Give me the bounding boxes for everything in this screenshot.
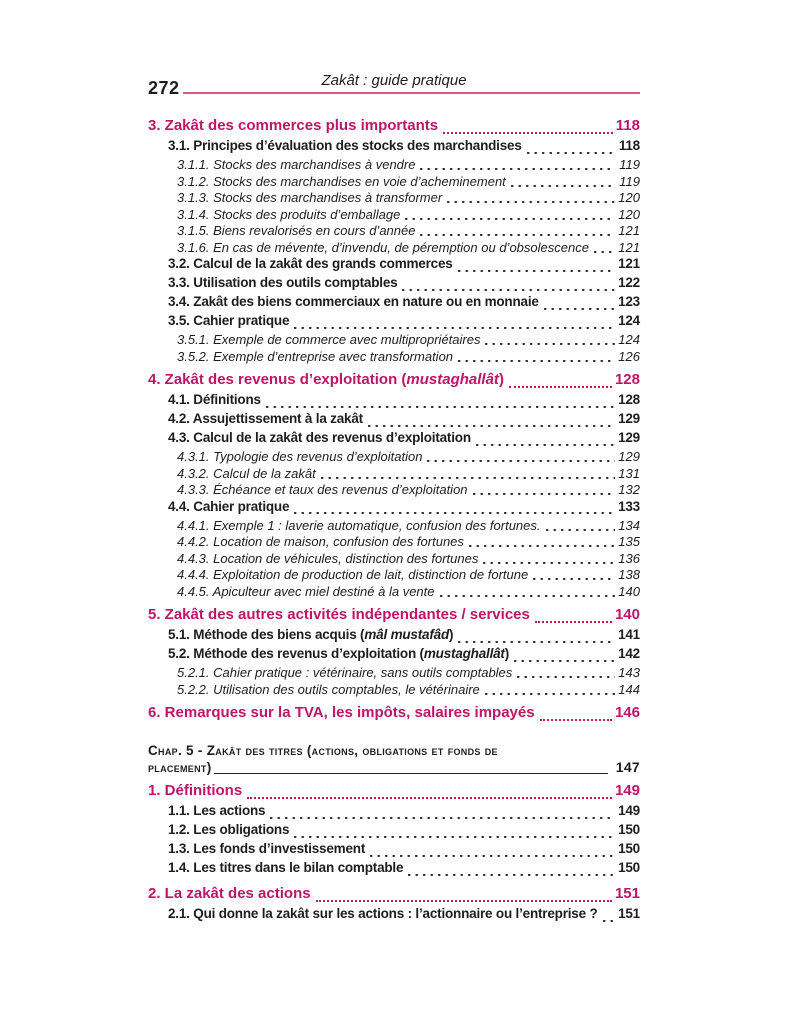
toc-entry-label: 4.4.2. Location de maison, confusion des fortunes	[177, 534, 464, 549]
toc-entry-label: 4.3.1. Typologie des revenus d’exploitation	[177, 449, 423, 464]
toc-entry	[148, 117, 640, 138]
toc-entry	[148, 313, 640, 332]
dot-leader	[540, 704, 612, 725]
dot-leader	[443, 117, 613, 138]
toc-entry-page: 143	[618, 665, 640, 680]
toc-entry	[148, 138, 640, 157]
dot-leader	[514, 646, 615, 665]
toc-entry-label: 3.5.2. Exemple d’entreprise avec transformation	[177, 348, 454, 364]
toc-entry-page: 151	[614, 885, 640, 902]
dot-leader	[440, 584, 616, 601]
chapter-heading-line2	[148, 759, 640, 776]
toc-entry	[148, 584, 640, 601]
toc-entry	[148, 646, 640, 665]
toc-entry	[148, 190, 640, 207]
chapter-heading-label: placement)	[148, 760, 212, 775]
toc-entry	[148, 392, 640, 411]
dot-leader	[405, 207, 615, 224]
toc-entry-label: 4.4.5. Apiculteur avec miel destiné à la vente	[177, 583, 435, 599]
toc-entry-label: 3. Zakât des commerces plus importants	[148, 117, 439, 134]
toc-entry-label: 4.4.1. Exemple 1 : laverie automatique, confusion des fortunes.	[177, 517, 541, 533]
toc-entry-label: 2.1. Qui donne la zakât sur les actions : l’actionnaire ou l’entreprise ?	[168, 906, 598, 921]
toc-entry-label	[168, 627, 453, 642]
toc-entry-label: 5.2.2. Utilisation des outils comptables, le vétérinaire	[177, 681, 480, 697]
toc-entry-label: 3.5. Cahier pratique	[168, 313, 290, 328]
toc-entry-page: 119	[619, 173, 640, 189]
toc-entry	[148, 174, 640, 191]
dot-leader	[473, 482, 615, 499]
toc-entry	[148, 449, 640, 466]
toc-entry-page: 120	[618, 206, 640, 222]
toc-entry-page: 134	[618, 517, 640, 533]
toc-entry-label: 3.4. Zakât des biens commerciaux en nature ou en monnaie	[168, 294, 539, 309]
toc-entry	[148, 240, 640, 257]
dot-leader	[533, 567, 615, 584]
toc-entry-page: 150	[618, 822, 640, 837]
dot-leader	[247, 782, 612, 803]
toc-entry	[148, 275, 640, 294]
toc-entry	[148, 466, 640, 483]
toc-entry	[148, 551, 640, 568]
toc-entry-page: 147	[615, 759, 640, 775]
toc-entry	[148, 332, 640, 349]
toc-entry-page: 149	[614, 782, 640, 799]
toc-entry-page: 121	[618, 256, 640, 271]
toc-entry-page: 142	[618, 646, 640, 661]
chapter-heading-line1: Chap. 5 - Zakât des titres (actions, obligations et fonds de	[148, 743, 498, 758]
toc-entry-page: 136	[618, 550, 640, 566]
toc-entry-label: 4.4.3. Location de véhicules, distinction des fortunes	[177, 550, 479, 566]
toc-entry-label: 3.3. Utilisation des outils comptables	[168, 275, 398, 290]
chapter-heading	[148, 742, 640, 776]
toc-entry	[148, 822, 640, 841]
dot-leader	[483, 551, 615, 568]
toc-entry-page: 132	[618, 482, 640, 497]
toc-entry	[148, 906, 640, 925]
rule-leader	[214, 759, 608, 776]
toc-entry	[148, 534, 640, 551]
toc-entry-page: 140	[618, 583, 640, 599]
toc-entry-label: 4.4. Cahier pratique	[168, 498, 290, 514]
toc-entry-label: 4.2. Assujettissement à la zakât	[168, 411, 363, 426]
dot-leader	[402, 275, 615, 294]
dot-leader	[420, 157, 615, 174]
toc-entry-page: 126	[618, 348, 640, 364]
toc-entry-page: 146	[614, 704, 640, 721]
toc-entry-page: 118	[615, 117, 640, 134]
toc-entry-label: 5. Zakât des autres activités indépendantes / services	[148, 606, 530, 623]
toc-entry-label: 3.1.6. En cas de mévente, d’invendu, de péremption ou d’obsolescence	[177, 239, 589, 255]
dot-leader	[511, 174, 615, 191]
toc-entry	[148, 885, 640, 906]
toc-entry-page: 129	[618, 449, 640, 464]
toc-entry-page: 150	[618, 860, 640, 875]
toc-entry	[148, 223, 640, 240]
toc-entry	[148, 860, 640, 879]
toc-entry	[148, 665, 640, 682]
toc-entry	[148, 606, 640, 627]
dot-leader	[535, 606, 612, 627]
toc-entry-label: 4.4.4. Exploitation de production de lait, distinction de fortune	[177, 567, 529, 582]
toc-entry-label: 1.2. Les obligations	[168, 822, 290, 837]
toc-entry-page: 121	[618, 223, 640, 238]
page-header	[148, 0, 640, 96]
toc-entry-label-text: )	[498, 371, 504, 388]
dot-leader	[321, 466, 615, 483]
dot-leader	[420, 223, 615, 240]
toc-entry-label-italic: mustaghallât	[423, 646, 505, 661]
toc-entry	[148, 430, 640, 449]
dot-leader	[594, 240, 615, 257]
toc-entry-page: 129	[618, 430, 640, 445]
toc-entry	[148, 294, 640, 313]
toc-entry-page: 120	[618, 190, 640, 205]
toc-entry-page: 119	[619, 157, 640, 172]
dot-leader	[408, 860, 615, 879]
toc-entry-label: 1.3. Les fonds d’investissement	[168, 841, 366, 856]
toc-entry-page: 149	[618, 803, 640, 818]
toc-entry-label: 2. La zakât des actions	[148, 885, 311, 902]
toc-entry-page: 151	[618, 906, 640, 921]
toc-entry-page: 140	[614, 606, 640, 623]
toc-entry-page: 124	[618, 332, 640, 347]
toc-entry-label: 4.3.3. Échéance et taux des revenus d’exploitation	[177, 482, 468, 497]
toc-entry-label: 3.1.2. Stocks des marchandises en voie d’acheminement	[177, 173, 506, 189]
toc-entry-label	[168, 646, 509, 661]
dot-leader	[485, 332, 615, 349]
toc-entry-label-italic: mustaghallât	[406, 371, 499, 388]
toc-entry	[148, 207, 640, 224]
toc-entry	[148, 157, 640, 174]
toc-entry-page: 124	[618, 313, 640, 328]
toc	[148, 96, 640, 925]
dot-leader	[476, 430, 615, 449]
toc-entry	[148, 682, 640, 699]
dot-leader	[458, 256, 615, 275]
toc-entry-page: 150	[618, 841, 640, 856]
dot-leader	[544, 294, 615, 313]
toc-entry-page: 123	[618, 294, 640, 309]
toc-entry-page: 144	[618, 681, 640, 697]
toc-entry-label: 3.5.1. Exemple de commerce avec multipropriétaires	[177, 332, 481, 347]
dot-leader	[270, 803, 615, 822]
toc-entry	[148, 567, 640, 584]
dot-leader	[517, 665, 615, 682]
toc-entry	[148, 371, 640, 392]
toc-entry-page: 133	[618, 498, 640, 514]
dot-leader	[294, 499, 615, 518]
toc-entry-label: 5.2.1. Cahier pratique : vétérinaire, sans outils comptables	[177, 665, 513, 680]
toc-entry-page: 141	[618, 627, 640, 642]
toc-entry	[148, 704, 640, 725]
toc-entry-label-text: 4. Zakât des revenus d’exploitation (	[148, 371, 407, 388]
page-number: 272	[148, 78, 180, 98]
toc-entry-page: 128	[618, 392, 640, 407]
header-rule	[183, 92, 640, 94]
dot-leader	[485, 682, 615, 699]
toc-entry-label: 1. Définitions	[148, 782, 243, 799]
toc-entry-label-italic: mâl mustafâd	[364, 627, 449, 642]
dot-leader	[603, 906, 615, 925]
toc-entry-label: 4.3.2. Calcul de la zakât	[177, 465, 316, 481]
toc-entry-label: 6. Remarques sur la TVA, les impôts, salaires impayés	[148, 704, 535, 721]
dot-leader	[368, 411, 615, 430]
toc-entry	[148, 411, 640, 430]
toc-entry-label: 1.4. Les titres dans le bilan comptable	[168, 860, 404, 875]
dot-leader	[458, 349, 615, 366]
toc-entry-label: 4.1. Définitions	[168, 392, 261, 407]
toc-entry-label: 3.1.1. Stocks des marchandises à vendre	[177, 157, 416, 172]
dot-leader	[427, 449, 615, 466]
toc-entry	[148, 841, 640, 860]
toc-entry-label-text: 5.1. Méthode des biens acquis (	[168, 627, 365, 642]
toc-entry	[148, 518, 640, 535]
toc-entry-label	[148, 371, 504, 388]
toc-entry-label: 4.3. Calcul de la zakât des revenus d’exploitation	[168, 430, 471, 445]
toc-entry	[148, 803, 640, 822]
toc-entry-label: 3.2. Calcul de la zakât des grands commerces	[168, 256, 453, 271]
dot-leader	[370, 841, 615, 860]
running-title: Zakât : guide pratique	[321, 72, 467, 89]
toc-entry	[148, 782, 640, 803]
toc-entry-label-text: 5.2. Méthode des revenus d’exploitation (	[168, 646, 424, 661]
toc-entry-label: 3.1.4. Stocks des produits d’emballage	[177, 206, 401, 222]
dot-leader	[266, 392, 615, 411]
toc-entry-label: 3.1. Principes d’évaluation des stocks des marchandises	[168, 138, 522, 153]
toc-entry	[148, 256, 640, 275]
toc-entry-page: 122	[618, 275, 640, 290]
toc-entry-label: 3.1.3. Stocks des marchandises à transformer	[177, 190, 443, 205]
toc-entry	[148, 499, 640, 518]
toc-entry	[148, 627, 640, 646]
dot-leader	[447, 190, 615, 207]
toc-entry-page: 118	[618, 138, 640, 153]
toc-entry-label: 3.1.5. Biens revalorisés en cours d’année	[177, 223, 416, 238]
toc-entry-label-text: )	[504, 646, 510, 661]
toc-entry-page: 121	[618, 239, 640, 255]
dot-leader	[527, 138, 615, 157]
dot-leader	[509, 371, 612, 392]
toc-entry-label: 1.1. Les actions	[168, 803, 266, 818]
toc-entry	[148, 482, 640, 499]
toc-entry-page: 135	[618, 534, 640, 549]
dot-leader	[546, 518, 616, 535]
dot-leader	[294, 822, 615, 841]
toc-entry-page: 131	[618, 465, 640, 481]
toc-entry-page: 138	[618, 567, 640, 582]
toc-entry-label-text: )	[448, 627, 454, 642]
toc-entry-page: 128	[614, 371, 640, 388]
toc-entry-page: 129	[618, 411, 640, 426]
dot-leader	[294, 313, 615, 332]
toc-entry	[148, 349, 640, 366]
dot-leader	[458, 627, 615, 646]
dot-leader	[469, 534, 615, 551]
dot-leader	[316, 885, 612, 906]
